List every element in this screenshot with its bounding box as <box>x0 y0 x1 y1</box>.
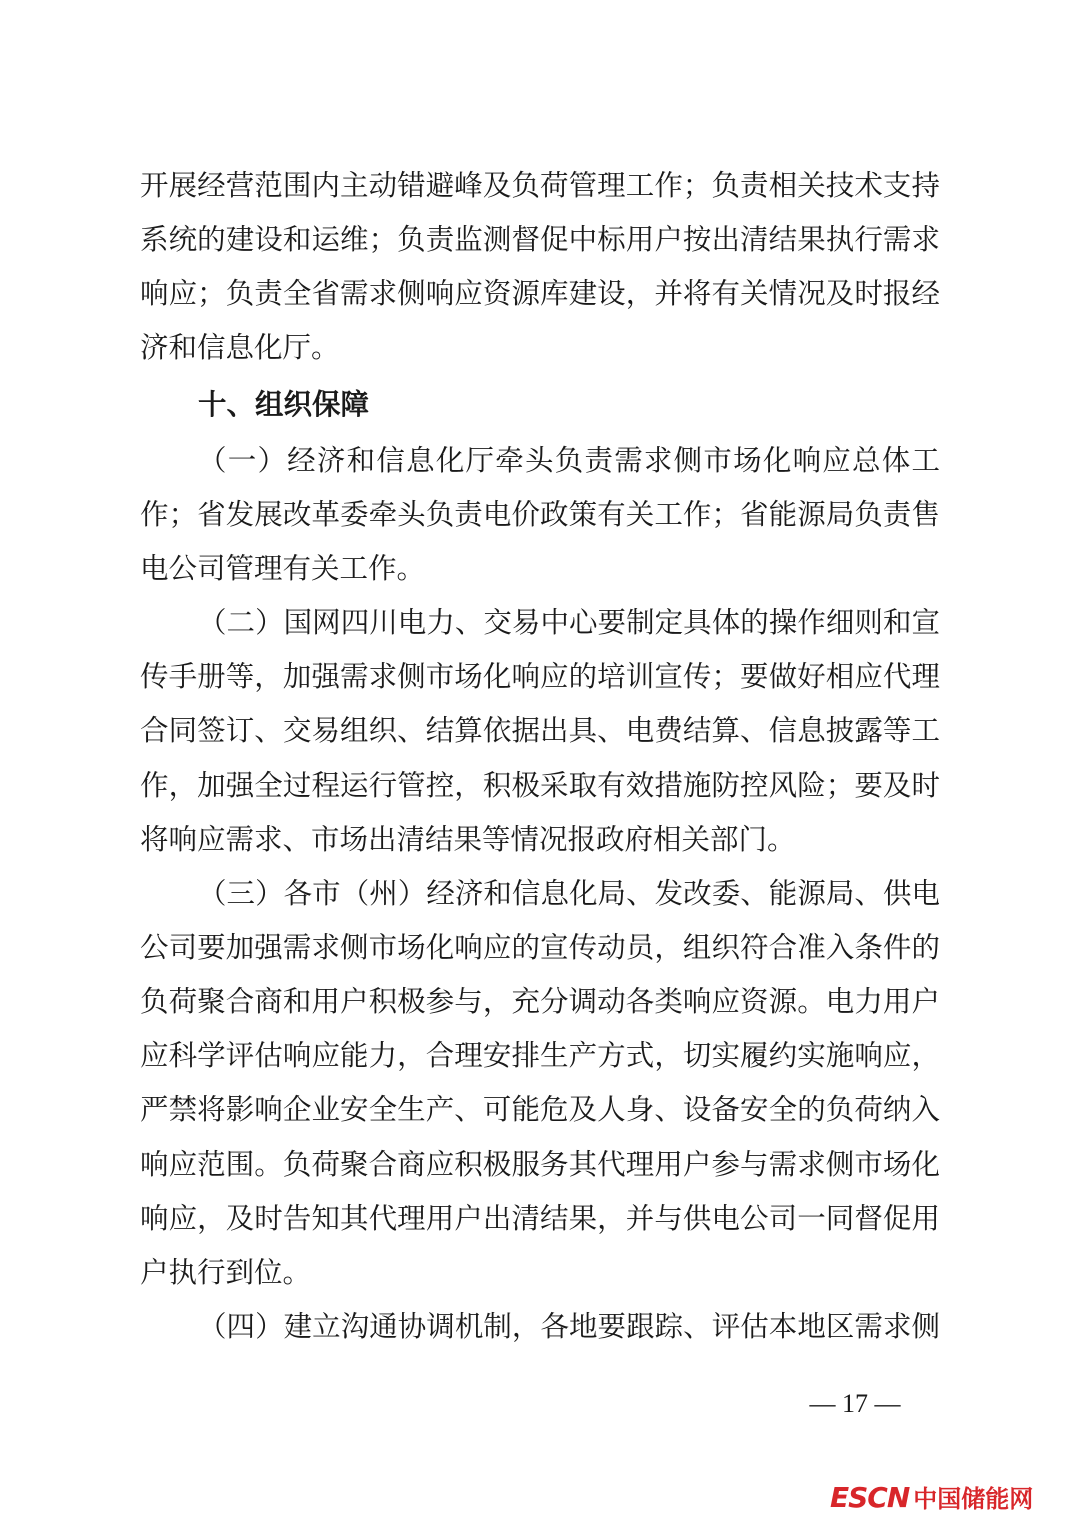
paragraph-line: （三）各市（州）经济和信息化局、发改委、能源局、供电 <box>198 877 940 910</box>
paragraph-line: 将响应需求、市场出清结果等情况报政府相关部门。 <box>140 823 796 856</box>
paragraph-line: 严禁将影响企业安全生产、可能危及人身、设备安全的负荷纳入 <box>140 1093 940 1126</box>
paragraph-line: 合同签订、交易组织、结算依据出具、电费结算、信息披露等工 <box>140 714 940 747</box>
paragraph-line: （一）经济和信息化厅牵头负责需求侧市场化响应总体工 <box>198 444 940 477</box>
page-number: — 17 — <box>809 1389 901 1418</box>
paragraph-line: 作，加强全过程运行管控，积极采取有效措施防控风险；要及时 <box>140 769 940 802</box>
paragraph-line: 负荷聚合商和用户积极参与，充分调动各类响应资源。电力用户 <box>140 985 940 1018</box>
paragraph-line: 电公司管理有关工作。 <box>140 552 426 585</box>
paragraph-line: 响应，及时告知其代理用户出清结果，并与供电公司一同督促用 <box>140 1202 940 1235</box>
paragraph-line: 济和信息化厅。 <box>140 331 340 364</box>
paragraph-line: 响应；负责全省需求侧响应资源库建设，并将有关情况及时报经 <box>140 277 940 310</box>
paragraph-line: 作；省发展改革委牵头负责电价政策有关工作；省能源局负责售 <box>140 498 940 531</box>
paragraph-line: 公司要加强需求侧市场化响应的宣传动员，组织符合准入条件的 <box>140 931 940 964</box>
section-heading: 十、组织保障 <box>198 388 370 421</box>
paragraph-line: 应科学评估响应能力，合理安排生产方式，切实履约实施响应， <box>140 1039 940 1072</box>
paragraph-line: （四）建立沟通协调机制，各地要跟踪、评估本地区需求侧 <box>198 1310 940 1343</box>
escn-watermark <box>830 1478 1070 1518</box>
watermark-chinese: 中国储能网 <box>913 1485 1034 1513</box>
paragraph-line: 系统的建设和运维；负责监测督促中标用户按出清结果执行需求 <box>140 223 940 256</box>
paragraph-line: 响应范围。负荷聚合商应积极服务其代理用户参与需求侧市场化 <box>140 1148 940 1181</box>
paragraph-line: 开展经营范围内主动错避峰及负荷管理工作；负责相关技术支持 <box>140 169 940 202</box>
paragraph-line: （二）国网四川电力、交易中心要制定具体的操作细则和宣 <box>198 606 940 639</box>
watermark-latin: ESCN <box>830 1481 910 1514</box>
paragraph-line: 传手册等，加强需求侧市场化响应的培训宣传；要做好相应代理 <box>140 660 940 693</box>
paragraph-line: 户执行到位。 <box>140 1256 312 1289</box>
